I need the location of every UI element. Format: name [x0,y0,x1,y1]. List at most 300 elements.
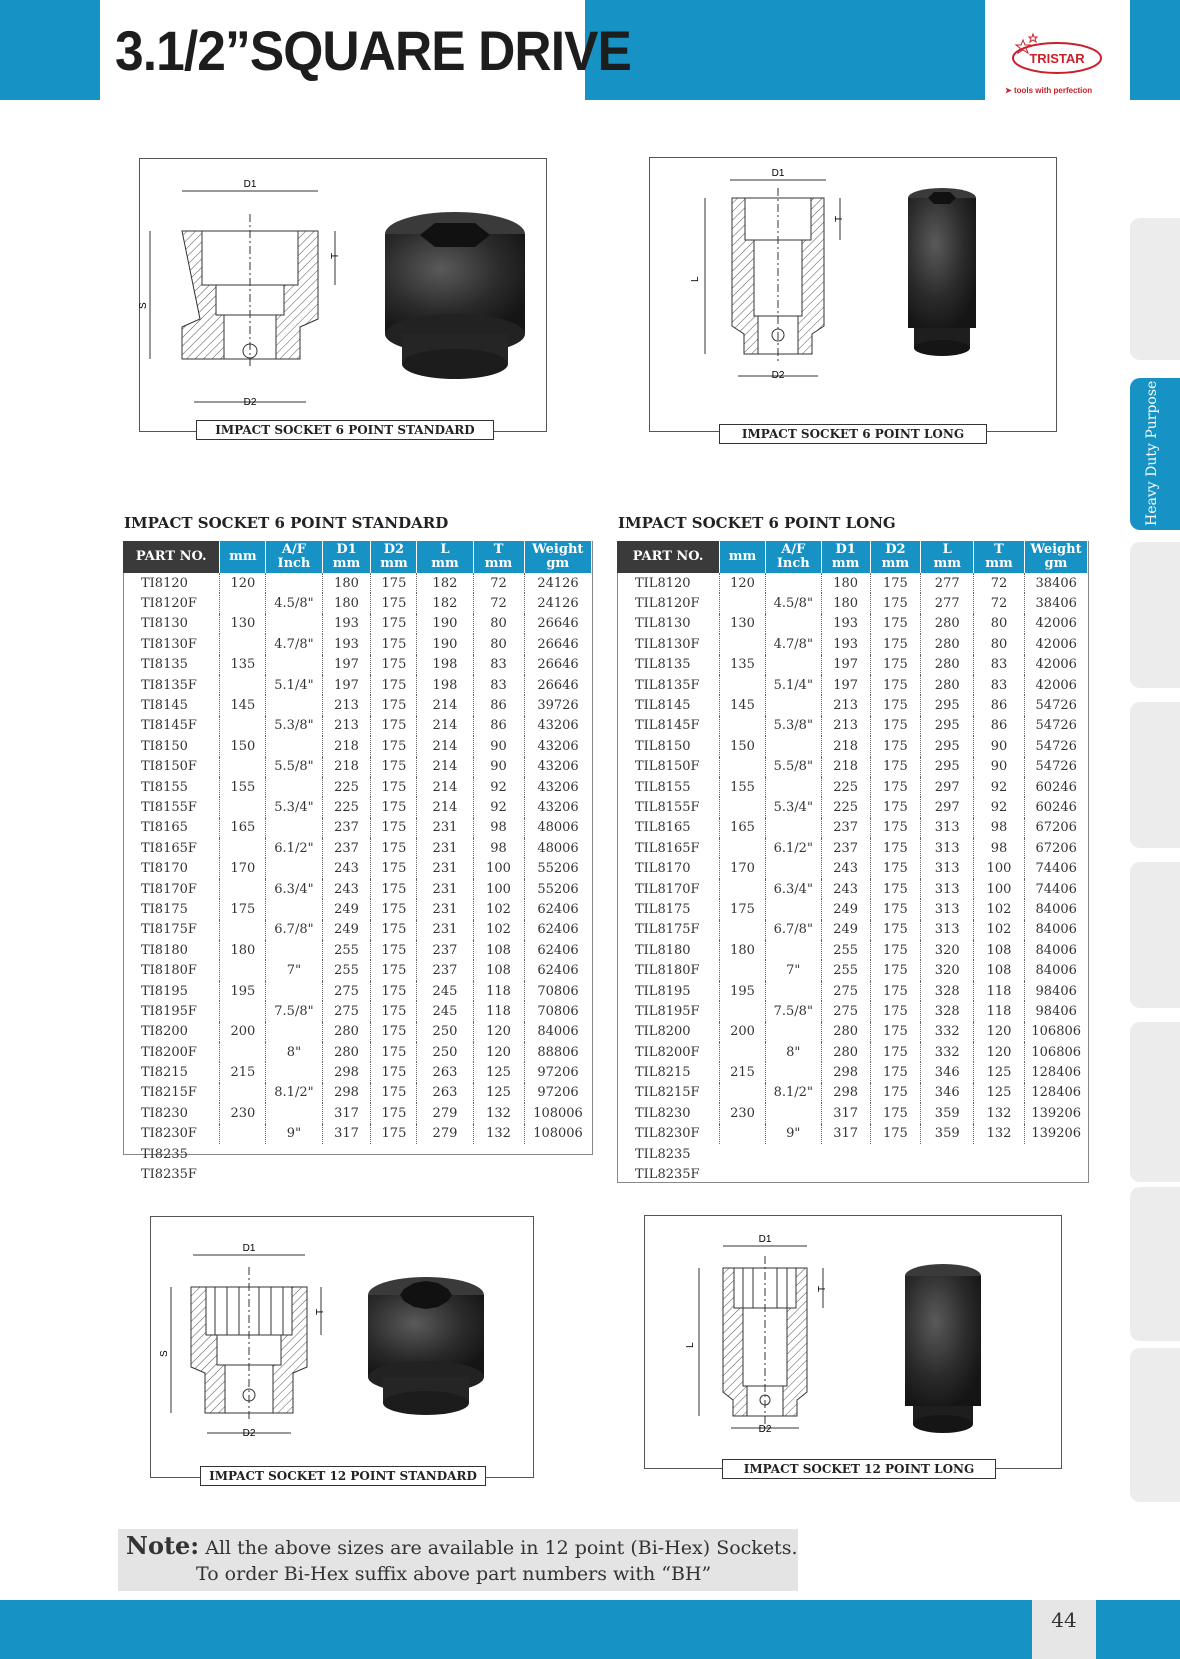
table-cell: 175 [870,818,921,838]
table-cell: 98406 [1035,983,1077,999]
table-cell: 250 [417,1022,473,1042]
table-row [617,1022,1088,1042]
table-cell: 100 [974,879,1025,899]
table-cell: 317 [322,1103,371,1123]
table-cell: 175 [371,1083,417,1103]
table-cell: 5.3/8" [266,716,322,736]
table-cell: 298 [821,1062,870,1082]
table-cell: TIL8145F [617,716,720,736]
table-cell: 182 [417,573,473,593]
table-cell: TI8200 [123,1022,220,1042]
table-cell: TI8235F [141,1167,197,1183]
table-cell: 7.5/8" [765,1001,821,1021]
side-tab[interactable] [1130,1348,1180,1502]
table-row-extra [617,1164,1088,1184]
table-cell-empty [870,1144,921,1164]
svg-text:S: S [159,1350,170,1357]
table-cell-empty [765,1164,821,1184]
table-cell: TIL8165 [617,818,720,838]
table-cell: 6.3/4" [765,879,821,899]
column-header [322,541,371,573]
table-cell-empty [322,1164,371,1184]
table-cell: 5.3/8" [765,716,821,736]
table-cell: 218 [322,736,371,756]
table-cell: 55206 [537,861,579,877]
table-cell: 195 [720,981,766,1001]
table-cell: 213 [322,695,371,715]
table-long-title: IMPACT SOCKET 6 POINT LONG [618,514,896,532]
table-cell: 4.5/8" [266,593,322,613]
table-cell: 26646 [537,657,579,673]
table-cell: 295 [921,695,974,715]
side-tab[interactable] [1130,542,1180,688]
table-cell: 83 [473,675,524,695]
column-header-line: mm [831,556,860,571]
table-cell: 175 [371,655,417,675]
svg-text:D2: D2 [242,1428,256,1439]
table-cell: 245 [417,981,473,1001]
table-cell: TI8145F [123,716,220,736]
table-cell: TI8165 [123,818,220,838]
table-cell: 86 [974,695,1025,715]
column-header-line: PART NO. [632,549,704,564]
column-header [220,541,266,573]
table-cell: 70806 [537,1003,579,1019]
svg-text:D1: D1 [758,1234,772,1245]
table-cell: 38406 [1035,596,1077,612]
table-cell: 132 [974,1124,1025,1144]
table-cell: 280 [921,614,974,634]
table-cell-empty [974,1144,1025,1164]
table-cell: 102 [974,920,1025,940]
table-cell: 214 [417,736,473,756]
table-cell: 108006 [533,1126,583,1142]
socket-drawing-12pt-long [645,1216,1061,1468]
table-cell: 193 [821,614,870,634]
column-header-line: mm [728,549,757,564]
side-tab[interactable] [1130,702,1180,848]
table-row [617,736,1088,756]
table-cell: 200 [720,1022,766,1042]
table-row [123,757,592,777]
table-cell: 200 [220,1022,266,1042]
table-cell-empty [821,1164,870,1184]
table-cell: 175 [870,1042,921,1062]
table-cell: 150 [720,736,766,756]
column-header-line: mm [229,549,257,564]
table-cell: TIL8120 [617,573,720,593]
table-cell: 237 [322,838,371,858]
table-cell: 298 [322,1062,371,1082]
table-cell: 175 [371,797,417,817]
header-band-middle [585,0,985,100]
table-row-extra [123,1144,592,1164]
table-row [617,858,1088,878]
svg-text:D1: D1 [242,1243,256,1254]
table-cell: 7.5/8" [266,1001,322,1021]
table-cell-empty [1024,1164,1087,1184]
table-row [123,960,592,980]
side-tab[interactable] [1130,862,1180,1008]
side-tab[interactable] [1130,1022,1180,1182]
table-cell-empty [266,1144,322,1164]
table-cell: 120 [220,573,266,593]
svg-text:T: T [834,215,845,222]
table-cell [720,838,766,858]
table-cell-empty [821,1144,870,1164]
table-cell: 197 [821,675,870,695]
table-cell: 175 [870,1124,921,1144]
table-row [123,614,592,634]
column-header-line: gm [546,556,570,571]
table-cell: 225 [821,777,870,797]
table-cell: 237 [821,838,870,858]
table-cell: TIL8145 [617,695,720,715]
table-cell: 62406 [537,901,579,917]
table-cell: 132 [974,1103,1025,1123]
table-cell: 84006 [1035,922,1077,938]
table-cell: TIL8155F [617,797,720,817]
table-cell: 175 [371,777,417,797]
table-cell: 175 [371,1042,417,1062]
table-cell: 214 [417,695,473,715]
table-row [123,716,592,736]
table-cell: TIL8230 [617,1103,720,1123]
side-tab[interactable] [1130,218,1180,360]
diagram-6pt-standard [139,158,547,432]
table-row [123,797,592,817]
table-cell: 62406 [537,942,579,958]
table-row [617,960,1088,980]
table-cell [220,716,266,736]
table-cell: 86 [473,716,524,736]
svg-text:S: S [138,302,149,309]
table-cell: 245 [417,1001,473,1021]
table-cell [720,960,766,980]
table-cell: 255 [322,940,371,960]
side-tab[interactable] [1130,1187,1180,1341]
table-cell: TIL8130 [617,614,720,634]
table-cell [266,573,322,593]
table-cell: 175 [870,879,921,899]
table-cell: 332 [921,1022,974,1042]
column-header-line: mm [431,556,459,571]
table-cell: 230 [720,1103,766,1123]
table-cell: 120 [720,573,766,593]
table-cell: 67206 [1035,820,1077,836]
table-cell: 218 [821,757,870,777]
table-cell: 7" [266,960,322,980]
table-cell: 43206 [537,718,579,734]
table-cell: 328 [921,1001,974,1021]
table-cell-empty [473,1144,524,1164]
table-cell: 9" [266,1124,322,1144]
table-cell: 175 [870,1062,921,1082]
table-cell: 231 [417,818,473,838]
table-cell: 74406 [1035,861,1077,877]
table-cell: TI8150F [123,757,220,777]
table-cell: TI8230 [123,1103,220,1123]
column-header [123,541,220,573]
table-cell: 280 [322,1022,371,1042]
table-cell: 48006 [537,840,579,856]
table-cell: 120 [974,1022,1025,1042]
logo-brand-text: TRISTAR [1029,51,1085,66]
table-cell [765,573,821,593]
table-cell: 26646 [537,677,579,693]
note-box [118,1529,798,1591]
table-cell: 237 [821,818,870,838]
table-cell [765,614,821,634]
table-cell: 275 [821,981,870,1001]
table-cell: 297 [921,797,974,817]
table-cell: 280 [921,634,974,654]
table-cell: 155 [220,777,266,797]
table-cell: 175 [371,818,417,838]
table-cell: 80 [473,614,524,634]
table-cell [266,899,322,919]
table-cell: TI8155 [123,777,220,797]
table-cell [720,797,766,817]
table-row [123,736,592,756]
table-cell-empty [524,1144,591,1164]
table-cell: 98 [473,818,524,838]
table-cell [765,899,821,919]
table-cell: 139206 [1031,1105,1082,1121]
table-cell: 175 [371,1124,417,1144]
table-cell: 249 [821,920,870,940]
table-cell: 175 [870,960,921,980]
table-cell [220,675,266,695]
side-tab-active[interactable] [1130,378,1180,530]
table-cell: 43206 [537,779,579,795]
table-cell: 175 [720,899,766,919]
table-cell: TI8120F [123,593,220,613]
column-header-line: mm [484,556,513,571]
table-cell: TI8180F [123,960,220,980]
table-cell [765,858,821,878]
table-cell-empty [417,1164,473,1184]
table-cell: 225 [322,777,371,797]
table-cell: 359 [921,1103,974,1123]
table-cell [720,1042,766,1062]
table-cell [720,879,766,899]
note-label: Note: [126,1531,200,1560]
table-cell: 175 [220,899,266,919]
table-cell: 175 [371,757,417,777]
table-cell: 230 [220,1103,266,1123]
table-cell [765,940,821,960]
table-cell-empty [921,1164,974,1184]
table-cell: TI8230F [123,1124,220,1144]
table-cell: 175 [870,1022,921,1042]
table-cell: TIL8150 [617,736,720,756]
table-cell: 297 [921,777,974,797]
table-cell: 277 [921,593,974,613]
table-cell: 6.1/2" [266,838,322,858]
table-cell: TI8175 [123,899,220,919]
table-cell: 165 [720,818,766,838]
column-header [921,541,974,573]
table-cell: 90 [974,736,1025,756]
column-header-line: PART NO. [135,549,207,564]
table-cell: 175 [870,573,921,593]
table-6pt-standard [123,541,592,1185]
table-cell: TI8235 [141,1146,188,1162]
table-cell: 231 [417,838,473,858]
svg-text:L: L [685,1342,696,1348]
table-cell: 92 [974,797,1025,817]
table-row [617,981,1088,1001]
table-cell: 72 [974,573,1025,593]
table-cell: 280 [821,1042,870,1062]
table-row [123,593,592,613]
table-cell: 6.3/4" [266,879,322,899]
table-cell: 218 [821,736,870,756]
table-cell [220,920,266,940]
table-cell: 193 [322,614,371,634]
table-cell: 175 [870,1083,921,1103]
table-cell: 98 [974,838,1025,858]
table-cell: 346 [921,1062,974,1082]
table-cell: 43206 [537,759,579,775]
column-header [617,541,720,573]
table-cell-empty [870,1164,921,1184]
table-row [617,573,1088,593]
table-cell-empty [974,1164,1025,1184]
table-cell [765,818,821,838]
table-cell: 277 [921,573,974,593]
table-cell: 175 [870,777,921,797]
table-cell: TIL8215 [617,1062,720,1082]
table-cell: 175 [371,879,417,899]
table-cell-empty [1024,1144,1087,1164]
table-row [123,1083,592,1103]
table-row [123,777,592,797]
table-row [123,1124,592,1144]
table-cell: TIL8170F [617,879,720,899]
table-row [617,818,1088,838]
table-cell: 54726 [1035,738,1077,754]
table-cell: 175 [371,838,417,858]
table-cell: 215 [720,1062,766,1082]
table-row [617,1042,1088,1062]
table-cell: 190 [417,634,473,654]
table-cell: 175 [371,573,417,593]
table-cell: 180 [821,573,870,593]
table-cell: 9" [765,1124,821,1144]
column-header-line: D2 [885,542,906,557]
column-header-line: L [942,542,952,557]
table-cell: 249 [322,899,371,919]
table-cell [266,655,322,675]
table-cell: TI8215 [123,1062,220,1082]
table-cell: 243 [322,879,371,899]
table-cell: 249 [322,920,371,940]
column-header [473,541,524,573]
table-cell [765,736,821,756]
table-row [617,1001,1088,1021]
table-cell: 125 [974,1083,1025,1103]
table-cell: 170 [720,858,766,878]
table-cell [765,1062,821,1082]
table-row [617,777,1088,797]
table-cell: 197 [322,675,371,695]
svg-text:D1: D1 [243,179,257,190]
table-cell: TIL8130F [617,634,720,654]
table-cell: 175 [870,614,921,634]
table-cell-empty [720,1144,766,1164]
table-6pt-long [617,541,1088,1185]
table-cell-empty [371,1164,417,1184]
table-cell: 295 [921,736,974,756]
table-cell: 98 [473,838,524,858]
header-band-left [0,0,100,100]
svg-text:D1: D1 [771,168,785,179]
table-cell [765,777,821,797]
table-cell [220,593,266,613]
table-cell: 225 [322,797,371,817]
column-header-line: D1 [336,542,357,557]
table-cell: TIL8235F [635,1167,700,1183]
table-cell: 175 [371,675,417,695]
table-cell: 8.1/2" [765,1083,821,1103]
table-cell-empty [220,1164,266,1184]
column-header [266,541,322,573]
table-cell: 359 [921,1124,974,1144]
table-cell: 120 [473,1022,524,1042]
table-cell: 215 [220,1062,266,1082]
table-cell [765,1103,821,1123]
column-header-line: A/F [281,542,306,557]
table-cell [220,1001,266,1021]
table-cell: TI8175F [123,920,220,940]
table-cell: 118 [974,981,1025,1001]
table-cell: 213 [322,716,371,736]
table-cell: 255 [821,960,870,980]
table-cell: 175 [371,736,417,756]
table-cell: TIL8230F [617,1124,720,1144]
table-cell: 180 [220,940,266,960]
table-cell: 100 [473,858,524,878]
table-cell: 67206 [1035,840,1077,856]
table-row-extra [123,1164,592,1184]
table-cell: 118 [473,1001,524,1021]
table-header-row [123,541,592,573]
table-cell: 320 [921,960,974,980]
table-cell: 4.7/8" [765,634,821,654]
table-cell: 39726 [537,698,579,714]
column-header-line: D1 [835,542,856,557]
table-cell: 313 [921,920,974,940]
table-cell: 295 [921,757,974,777]
table-cell: 198 [417,655,473,675]
table-cell: TI8195F [123,1001,220,1021]
table-cell-empty [524,1164,591,1184]
table-row [123,838,592,858]
table-cell: 72 [473,593,524,613]
page-title: 3.1/2”SQUARE DRIVE [115,19,631,82]
svg-text:T: T [817,1285,828,1292]
table-cell [765,655,821,675]
table-cell: 231 [417,899,473,919]
table-cell: 108 [974,960,1025,980]
table-cell: 6.7/8" [765,920,821,940]
table-cell-empty [720,1164,766,1184]
table-cell: TIL8200F [617,1042,720,1062]
table-cell: 320 [921,940,974,960]
table-cell: TI8120 [123,573,220,593]
